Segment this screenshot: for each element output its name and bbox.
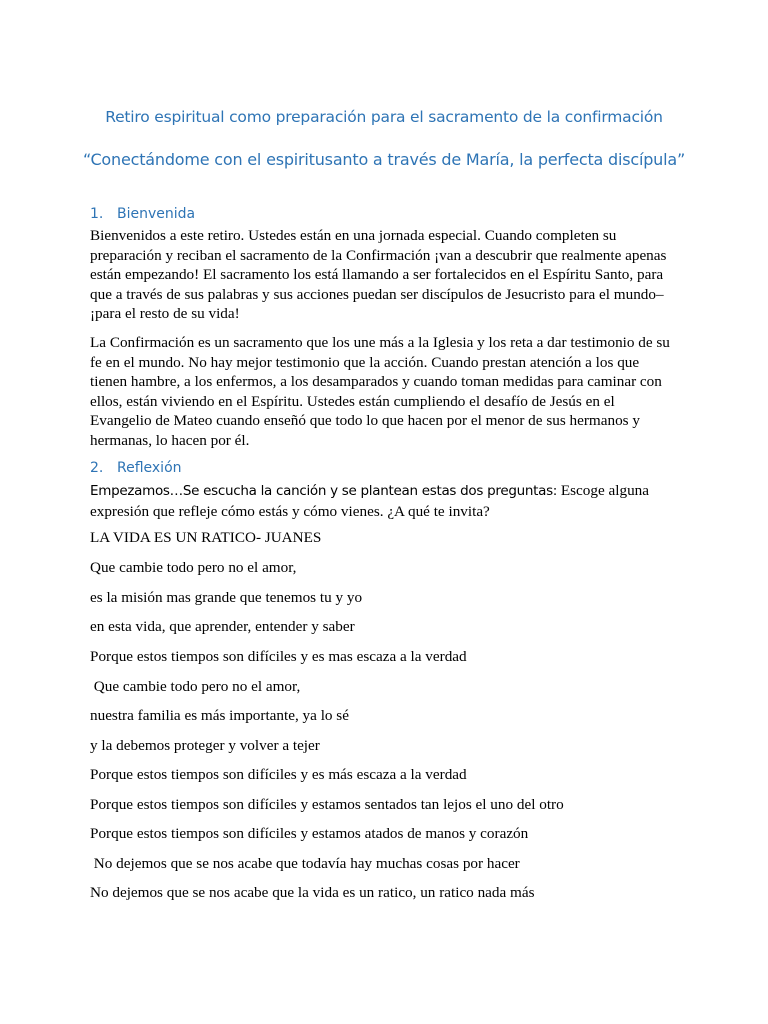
lyric-line: Porque estos tiempos son difíciles y es más escaza a la verdad (90, 766, 467, 783)
section-number: 1. (90, 206, 104, 222)
lyric-line: Porque estos tiempos son difíciles y estamos atados de manos y corazón (90, 825, 529, 842)
paragraph-bienvenida-1: Bienvenidos a este retiro. Ustedes están en una jornada especial. Cuando completen su preparación y reciban el sacramento de la Confirmación ¡van a descubrir que realmente apenas están empezando! El sacramento los está llamando a ser fortalecidos en el Espíritu Santo, para que a través de sus palabras y sus acciones puedan ser discípulos de Jesucristo para el mundo– ¡para el resto de su vida! (90, 227, 667, 322)
intro-question: Escoge alguna expresión que refleje cómo estás y cómo vienes. ¿A qué te invita? (90, 482, 649, 520)
document-title: Retiro espiritual como preparación para el sacramento de la confirmación (105, 108, 663, 126)
section-title: Reflexión (117, 460, 182, 476)
lyric-line: Porque estos tiempos son difíciles y es mas escaza a la verdad (90, 648, 467, 665)
paragraph-reflexion-intro (90, 481, 680, 521)
document-subtitle: “Conectándome con el espiritusanto a través de María, la perfecta discípula” (82, 150, 686, 169)
section-heading-bienvenida (90, 206, 195, 222)
section-heading-reflexion (90, 460, 182, 476)
lyric-line: Porque estos tiempos son difíciles y estamos sentados tan lejos el uno del otro (90, 796, 564, 813)
lyric-line: No dejemos que se nos acabe que la vida es un ratico, un ratico nada más (90, 884, 535, 901)
song-title: LA VIDA ES UN RATICO- JUANES (90, 529, 322, 546)
section-number: 2. (90, 460, 104, 476)
section-title: Bienvenida (117, 206, 196, 222)
lyric-line: y la debemos proteger y volver a tejer (90, 737, 320, 754)
lyric-line: nuestra familia es más importante, ya lo sé (90, 707, 349, 724)
paragraph-bienvenida-2: La Confirmación es un sacramento que los une más a la Iglesia y los reta a dar testimonio de su fe en el mundo. No hay mejor testimonio que la acción. Cuando prestan atención a los que tienen hambre, a los enfermos, a los desamparados y cuando toman medidas para caminar con ellos, están viviendo en el Espíritu. Ustedes están cumpliendo el desafío de Jesús en el Evangelio de Mateo cuando enseñó que todo lo que hacen por el menor de sus hermanos y hermanas, lo hacen por él. (90, 334, 670, 449)
lyric-line: No dejemos que se nos acabe que todavía hay muchas cosas por hacer (90, 855, 520, 872)
lyric-line: es la misión mas grande que tenemos tu y yo (90, 589, 363, 606)
lyric-line: Que cambie todo pero no el amor, (90, 559, 297, 576)
lyric-line: Que cambie todo pero no el amor, (90, 678, 301, 695)
intro-prompt: Empezamos…Se escucha la canción y se plantean estas dos preguntas: (90, 483, 558, 499)
lyric-line: en esta vida, que aprender, entender y saber (90, 618, 355, 635)
